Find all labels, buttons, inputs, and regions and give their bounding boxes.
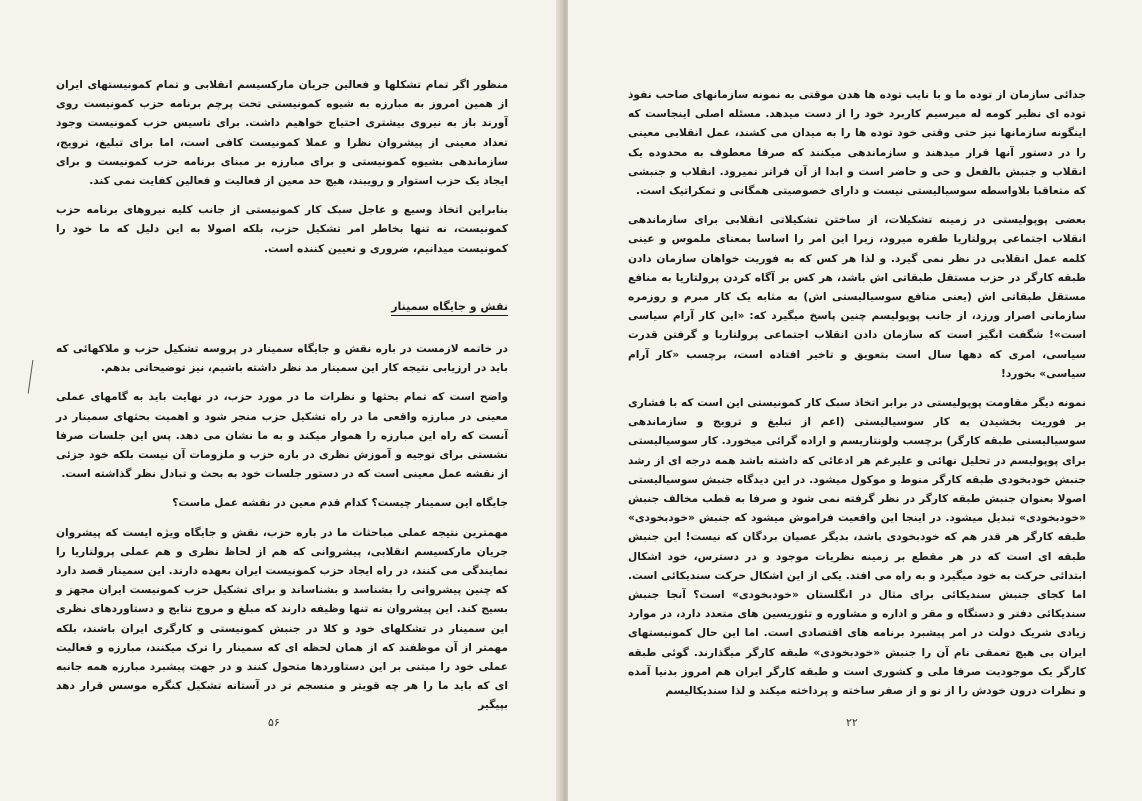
right-page: [568, 0, 1142, 801]
paragraph: در خاتمه لازمست در باره نقش و جایگاه سمینار در پروسه تشکیل حزب و ملاکهائی که باید در ارزیابی نتیجه کار این سمینار مد نظر داشته باشیم، نیز توضیحاتی بدهم.: [56, 343, 508, 375]
right-text-block: [628, 86, 1086, 711]
paragraph: جایگاه این سمینار چیست؟ کدام قدم معین در نقشه عمل ماست؟: [172, 497, 508, 510]
paragraph: جدائی سازمان از توده ما و با نایب توده ها هدن موقتی به نمونه سازمانهای صاحب نفوذ توده ای نظیر کومه له میرسیم کاربرد خود را از دست میدهد. مسئله اصلی اینجاست که اینگونه سازمانها نیز حتی وقتی خود توده ها را به میدان می کشند، عمل انقلابی معینی را در دستور آنها قرار میدهند و سازماندهی میکنند که صرفا معطوف به محدوده یک انقلاب و جنبش بالفعل و حی و حاضر است و ابدا از آن فراتر نمیرود. انقلاب و جنبشی که متعاقبا بلاواسطه سوسیالیستی نیست و دارای خصوصیتی همگانی و تمکراتیک است.: [628, 89, 1086, 198]
paragraph: بنابراین اتخاذ وسیع و عاجل سبک کار کمونیستی از جانب کلیه نیروهای برنامه حزب کمونیست، نه تنها بخاطر امر تشکیل حزب، بلکه اصولا به این دلیل که ما خود را کمونیست میدانیم، ضروری و تعیین کننده است.: [56, 204, 508, 255]
section-heading: نقش و جایگاه سمینار: [300, 300, 508, 313]
margin-mark: [28, 360, 38, 394]
left-text-block-top: [56, 76, 508, 269]
page-number-left: ۵۶: [268, 716, 280, 729]
left-page: [0, 0, 560, 801]
paragraph: بعضی پوپولیستی در زمینه تشکیلات، از ساختن تشکیلاتی انقلابی برای سازماندهی انقلاب اجتماعی پرولتاریا طفره میرود، زیرا این امر را اساسا بمعنای ملموس و عینی کلمه عمل انقلابی در نظر نمی گیرد. و لذا هر کس که به فوریت خواهان سازمان دادن طبقه کارگر در حزب مستقل طبقاتی اش باشد، هر کس بر آگاه کردن پرولتاریا به منافع مستقل طبقاتی اش (یعنی منافع سوسیالیستی اش) به مثابه یک کار مبرم و روزمره سازمانی اصرار ورزد، از جانب پوپولیسم چنین پاسخ میگیرد که: «این کار آرام سیاسی است»! شگفت انگیز است که سازمان دادن انقلاب اجتماعی پرولتاریا و گرفتن قدرت سیاسی، امری که دهها سال است بتعویق و تاخیر افتاده است، برچسب «کار آرام سیاسی» بخورد!: [628, 214, 1086, 380]
paragraph: منظور اگر تمام تشکلها و فعالین جریان مارکسیسم انقلابی و تمام کمونیستهای ایران از همین امروز به مبارزه به شیوه کمونیستی تحت پرچم برنامه حزب کمونیست روی آورند باز به نیروی بیشتری احتیاج خواهیم داشت. برای تاسیس حزب کمونیست وجود تعداد معینی از پیشروان نظرا و عملا کمونیست کافی است، اما برای تبلیغ، ترویج، سازماندهی بشیوه کمونیستی و برای مبارزه بر مبنای برنامه حزب کمونیست و برای ایجاد یک حزب استوار و رویبند، هیچ حد معین از فعالیت و فعالین کفایت نمی کند.: [56, 79, 508, 188]
paragraph: واضح است که تمام بحثها و نظرات ما در مورد حزب، در نهایت باید به گامهای عملی معینی در مبارزه واقعی ما در راه تشکیل حزب منجر شود و اهمیت بحثهای سمینار در آنست که راه این مبارزه را هموار میکند و به ما نشان می دهد. پس این جلسات صرفا نشستی برای توجیه و آموزش نظری در باره حزب و ملزومات آن نیست بلکه خود جزئی از نقشه عمل معینی است که در دستور جلسات خود به بحث و تبادل نظر گذاشته است.: [56, 391, 508, 481]
paragraph: مهمترین نتیجه عملی مباحثات ما در باره حزب، نقش و جایگاه ویژه ایست که پیشروان جریان مارکسیسم انقلابی، پیشروانی که هم از لحاظ نظری و هم عملی پرولتاریا را نمایندگی می کنند، در راه ایجاد حزب کمونیست ایران بعهده دارند. این سمینار قصد دارد که چنین پیشروانی را بشناسد و بشناساند و برای تشکیل حزب کمونیست ایران مجهز و بسیج کند. این پیشروان نه تنها وظیفه دارند که مبلغ و مروج نتایج و دستاوردهای نظری این سمینار در تشکلهای خود و کلا در جنبش کمونیستی و کارگری ایران باشند، بلکه مهمتر از آن موظفند که از همان لحظه ای که سمینار را ترک میکنند، مبارزه و فعالیت عملی خود را مبتنی بر این دستاوردها متحول کنند و در جهت پیشبرد مبارزه همه جانبه ای که باید ما را هر چه قویتر و منسجم تر در آستانه تشکیل کنگره موسس قرار دهد بپیگیر: [56, 526, 508, 712]
paragraph: نمونه دیگر مقاومت پوپولیستی در برابر اتخاذ سبک کار کمونیستی این است که با فشاری بر فوریت بخشیدن به کار سوسیالیستی (اعم از تبلیغ و ترویج و سازماندهی سوسیالیستی طبقه کارگر) برچسب ولونتاریسم و اراده گرائی میخورد. کار سوسیالیستی برای پوپولیسم در تحلیل نهائی و علیرغم هر ادعائی که داشته باشد همه درجه ای از رشد جنبش خودبخودی طبقه کارگر منوط و موکول میشود. در این دیدگاه جنبش سوسیالیستی اصولا بعنوان جنبش طبقه کارگر در نظر گرفته نمی شود و صرفا به قطب مخالف جنبش «خودبخودی» تبدیل میشود. در اینجا این واقعیت فراموش میشود که جنبش «خودبخودی» طبقه کارگر هر قدر هم که خودبخودی باشد، بدیگر عصیان بردگان که نیست! این جنبش طبقه ای است که در هر مقطع بر زمینه نظریات موجود و در دسترس، خود اشکال ابتدائی حرکت به خود میگیرد و به راه می افتد. یکی از این اشکال حرکت سندیکائی است. اما کجای جنبش سندیکائی برای مثال در انگلستان «خودبخودی» است؟ آنجا جنبش سندیکائی دفتر و دستگاه و مقر و اداره و مشاوره و تئوریسین های متعدد دارد، در موارد زیادی شریک دولت در امر پیشبرد برنامه های اقتصادی است. اما این حال کمونیستهای ایران بی هیچ تعمقی نام آن را جنبش «خودبخودی» طبقه کارگر میگذارند. گوئی طبقه کارگر یک موجودیت صرفا ملی و کشوری است و طبقه کارگر ایران هم امروز بدنیا آمده و نظرات درون خودش را از نو و از صفر ساخته و پرداخته میکند و لذا سندیکالیسم: [628, 397, 1086, 698]
page-number-right: ۲۲: [846, 716, 858, 729]
left-text-block-bottom: [56, 340, 508, 726]
